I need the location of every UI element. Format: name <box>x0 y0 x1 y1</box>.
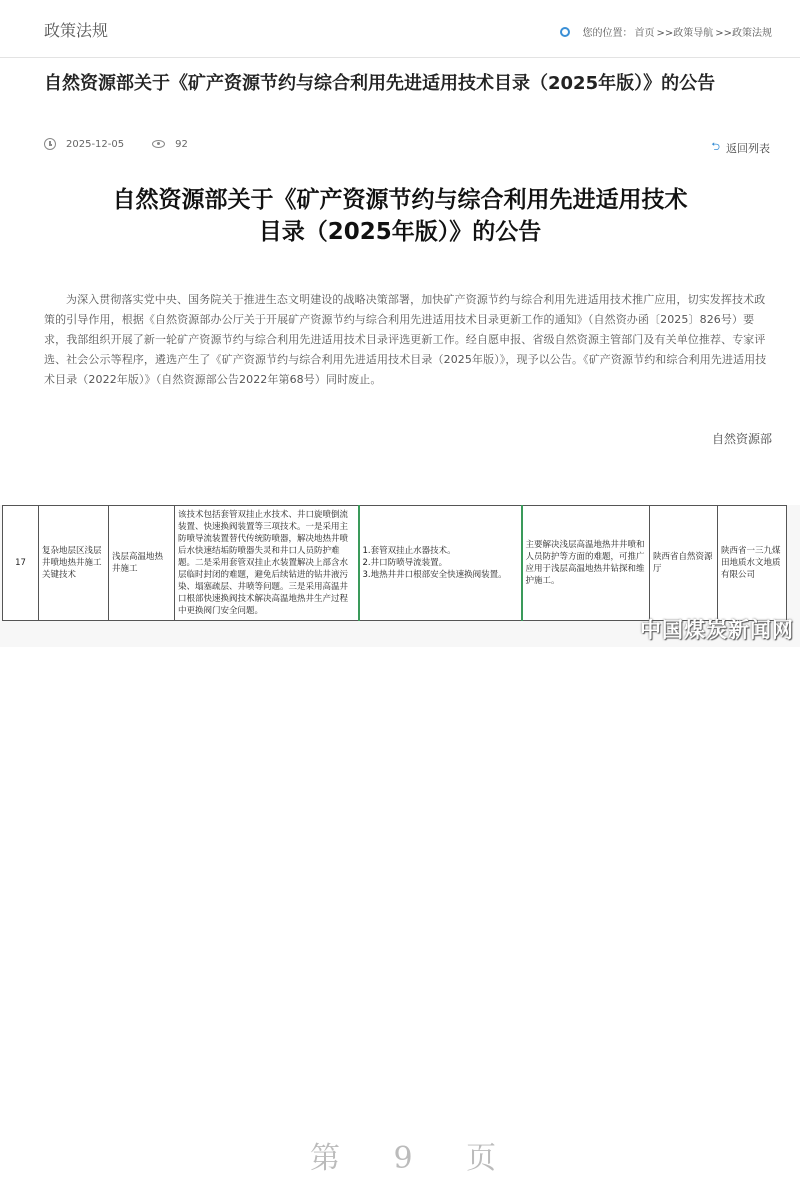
cell-application: 主要解决浅层高温地热井井喷和人员防护等方面的难题，可推广应用于浅层高温地热井钻探和维护施工。 <box>522 506 650 621</box>
back-to-list-label: 返回列表 <box>726 141 770 155</box>
eye-icon <box>152 140 165 148</box>
core-item: 3.地热井井口根部安全快速换阀装置。 <box>362 570 507 580</box>
cell-core-tech <box>359 506 522 621</box>
cell-tech-name: 复杂地层区浅层井喷地热井施工关键技术 <box>39 506 109 621</box>
location-icon <box>560 27 570 37</box>
back-to-list-button[interactable] <box>711 138 770 157</box>
clock-icon <box>44 138 56 150</box>
cell-owner: 陕西省一三九煤田地质水文地质有限公司 <box>718 506 787 621</box>
table-row <box>3 506 787 621</box>
publish-date: 2025-12-05 <box>66 138 125 150</box>
page-number: 第 9 页 <box>310 1141 519 1176</box>
section-name: 政策法规 <box>44 21 109 40</box>
cell-description: 该技术包括套管双挂止水技术、井口旋喷倒流装置、快速换阀装置等三项技术。一是采用主防喷导流装置替代传统防喷器，解决地热井喷后水快速结垢防喷器失灵和井口人员防护难题。二是采用套管双挂止水装置解决上部含水层临时封闭的难题，避免后续钻进的钻井液污染、塌塞疏层、井喷等问题。三是采用高温井口根部快速换阀技术解决高温地热井生产过程中更换阀门安全问题。 <box>175 506 359 621</box>
catalog-table <box>2 505 787 621</box>
view-count: 92 <box>175 138 188 150</box>
cell-field: 浅层高温地热井施工 <box>109 506 175 621</box>
article-meta <box>44 138 188 150</box>
core-item: 2.井口防喷导流装置。 <box>362 558 448 568</box>
document-body: 为深入贯彻落实党中央、国务院关于推进生态文明建设的战略决策部署，加快矿产资源节约与综合利用先进适用技术推广应用，切实发挥技术政策的引导作用，根据《自然资源部办公厅关于开展矿产资源节约与综合利用先进适用技术目录更新工作的通知》（自然资办函〔2025〕826号）要求，我部组织开展了新一轮矿产资源节约与综合利用先进适用技术目录评选更新工作。经自愿申报、省级自然资源主管部门及有关单位推荐、专家评选、社会公示等程序，遴选产生了《矿产资源节约与综合利用先进适用技术目录（2025年版）》，现予以公告。《矿产资源节约和综合利用先进适用技术目录（2022年版）》（自然资源部公告2022年第68号）同时废止。 <box>44 293 767 386</box>
site-watermark: 中国煤炭新闻网 <box>640 618 794 642</box>
document-title-line-2: 目录（2025年版）》的公告 <box>258 219 542 245</box>
article-title: 自然资源部关于《矿产资源节约与综合利用先进适用技术目录（2025年版）》的公告 <box>44 73 716 94</box>
cell-number: 17 <box>3 506 39 621</box>
breadcrumb <box>560 24 772 39</box>
return-icon: ⮌ <box>711 140 720 153</box>
breadcrumb-prefix: 您的位置： <box>582 28 633 39</box>
document-signature: 自然资源部 <box>711 432 772 446</box>
breadcrumb-policy[interactable]: >>政策法规 <box>715 28 772 39</box>
document-title <box>60 184 740 248</box>
document-title-line-1: 自然资源部关于《矿产资源节约与综合利用先进适用技术 <box>112 187 688 213</box>
breadcrumb-home[interactable]: 首页 <box>634 28 655 39</box>
top-bar <box>0 0 800 58</box>
cell-recommender: 陕西省自然资源厅 <box>650 506 718 621</box>
core-item: 1.套管双挂止水器技术。 <box>362 546 456 556</box>
breadcrumb-policy-nav[interactable]: >>政策导航 <box>656 28 714 39</box>
